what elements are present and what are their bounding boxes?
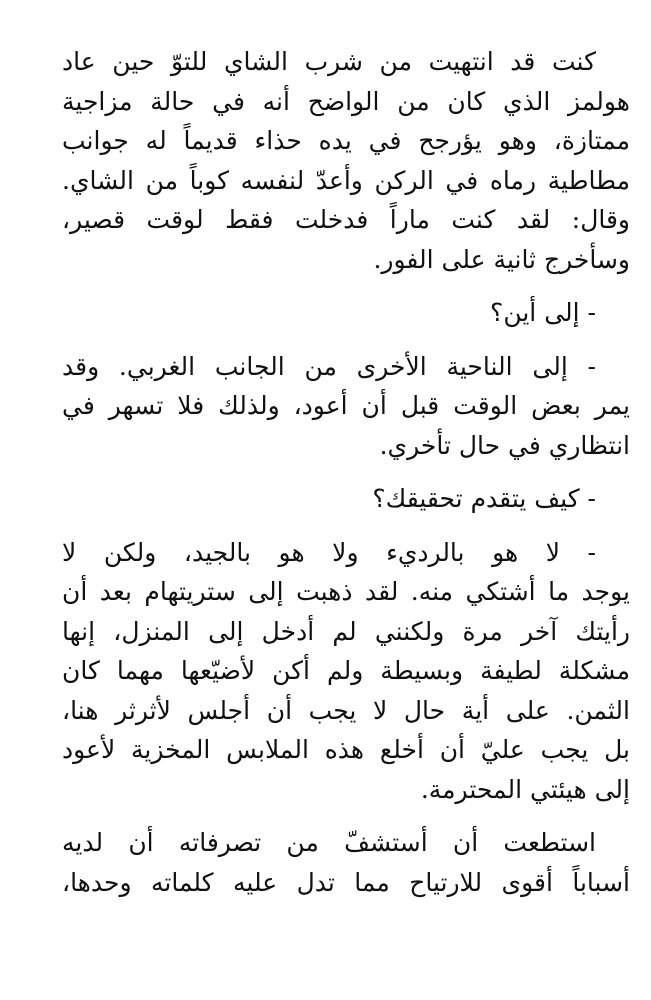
text-line: يمر بعض الوقت قبل أن أعود، ولذلك فلا تسهر في [62,391,630,420]
text-line: يوجد ما أشتكي منه. لقد ذهبت إلى ستريتهام بعد أن [62,577,630,606]
text-line: ممتازة، وهو يؤرجح في يده حذاء قديماً له جوانب [62,126,630,155]
paragraph-dialogue-investigation [62,479,630,519]
text-line: - إلى أين؟ [490,298,596,327]
text-line: استطعت أن أستشفّ من تصرفاته أن لديه [62,828,596,857]
paragraph-dialogue-where [62,293,630,333]
paragraph-narration-reasons [62,823,630,902]
paragraph-dialogue-streatham [62,533,630,810]
paragraph-dialogue-west-side [62,347,630,466]
text-line: وقال: لقد كنت ماراً فدخلت فقط لوقت قصير، [62,205,630,234]
text-line: هولمز الذي كان من الواضح أنه في حالة مزاجية [62,86,630,116]
text-line: - كيف يتقدم تحقيقك؟ [372,484,596,513]
text-line: الثمن. على أية حال لا يجب أن أجلس لأثرثر هنا، [62,695,630,725]
text-line: بل يجب عليّ أن أخلع هذه الملابس المخزية لأعود [62,735,630,764]
text-line: - إلى الناحية الأخرى من الجانب الغربي. وقد [62,351,596,381]
text-line: وسأخرج ثانية على الفور. [373,244,630,274]
book-page-text [62,42,630,916]
text-line: كنت قد انتهيت من شرب الشاي للتوّ حين عاد [62,47,596,76]
text-line: إلى هيئتي المحترمة. [420,774,630,804]
text-line: رأيتك آخر مرة ولكنني لم أدخل إلى المنزل، إنها [62,616,630,646]
text-line: - لا هو بالرديء ولا هو بالجيد، ولكن لا [62,537,596,567]
text-line: مشكلة لطيفة وبسيطة ولم أكن لأضيّعها مهما كان [62,656,630,685]
text-line: مطاطية رماه في الركن وأعدّ لنفسه كوباً من الشاي. [62,165,630,195]
text-line: أسباباً أقوى للارتياح مما تدل عليه كلماته وحدها، [62,867,630,897]
paragraph-holmes-returns [62,42,630,279]
text-line: انتظاري في حال تأخري. [379,430,630,460]
